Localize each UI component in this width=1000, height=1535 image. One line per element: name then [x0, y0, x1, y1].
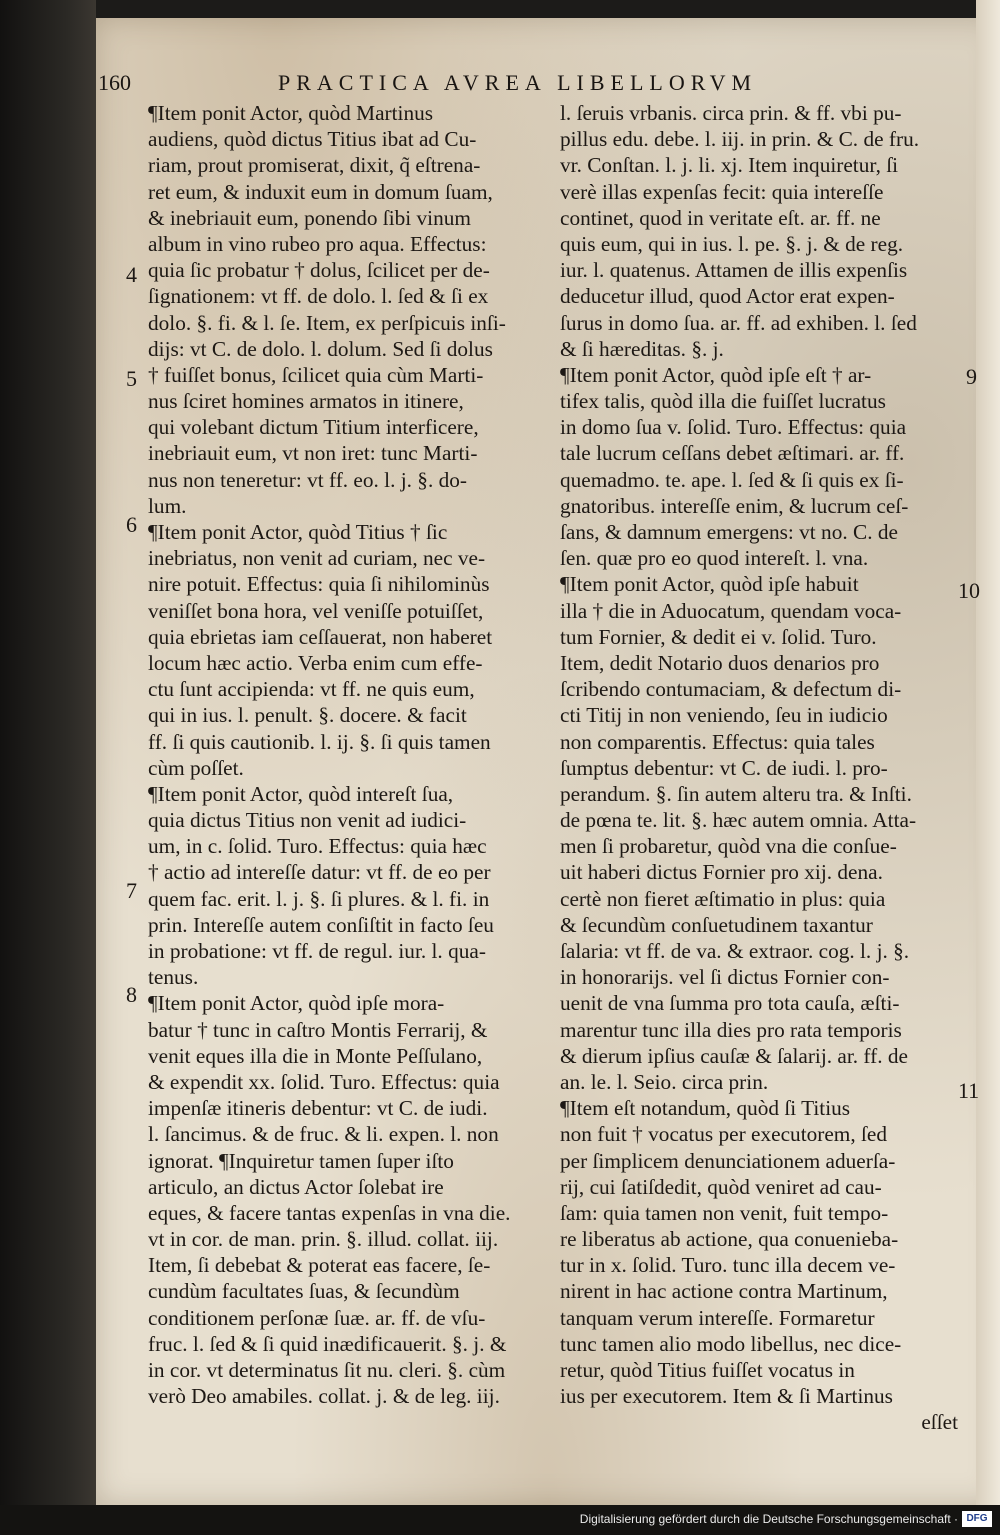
- page-number: 160: [98, 70, 131, 95]
- text-line: tenus.: [148, 965, 199, 990]
- text-line: ¶Item ponit Actor, quòd ipſe mora-: [148, 991, 445, 1016]
- text-line: tale lucrum ceſſans debet æſtimari. ar. ff.: [560, 441, 905, 466]
- text-line: nus non teneretur: vt ff. eo. l. j. §. do-: [148, 467, 467, 492]
- text-line: de pœna te. lit. §. hæc autem omnia. Atta-: [560, 808, 917, 833]
- text-line: re liberatus ab actione, qua conuenieba-: [560, 1227, 899, 1252]
- text-line: impenſæ itineris debentur: vt C. de iudi.: [148, 1096, 488, 1121]
- text-line: uenit de vna ſumma pro tota cauſa, æſti-: [560, 991, 900, 1016]
- text-line: ſans, & damnum emergens: vt no. C. de: [560, 520, 898, 544]
- text-line: eques, & facere tantas expenſas in vna die.: [148, 1200, 511, 1225]
- text-line: pillus edu. debe. l. iij. in prin. & C. de fru.: [560, 127, 920, 152]
- text-line: ſam: quia tamen non venit, fuit tempo-: [560, 1200, 889, 1225]
- margin-number: 6: [126, 512, 137, 537]
- text-line: certè non fieret æſtimatio in plus: quia: [560, 886, 886, 911]
- text-line: lum.: [148, 493, 187, 518]
- text-line: dolo. §. fi. & l. ſe. Item, ex perſpicuis inſi-: [148, 310, 506, 335]
- text-line: ¶Item ponit Actor, quòd ipſe eſt † ar-: [560, 362, 872, 387]
- text-line: tifex talis, quòd illa die fuiſſet lucratus: [560, 389, 886, 414]
- margin-number: 10: [958, 578, 980, 603]
- text-line: & ſi hæreditas. §. j.: [560, 336, 724, 361]
- text-line: ignorat. ¶Inquiretur tamen ſuper iſto: [148, 1148, 454, 1173]
- text-line: ff. ſi quis cautionib. l. ij. §. ſi quis tamen: [148, 729, 491, 754]
- text-line: quia dictus Titius non venit ad iudici-: [148, 808, 467, 833]
- text-line: gnatoribus. intereſſe enim, & lucrum ceſ-: [560, 493, 909, 518]
- text-line: cundùm facultates ſuas, & ſecundùm: [148, 1279, 460, 1304]
- text-line: marentur tunc illa dies pro rata temporis: [560, 1017, 902, 1042]
- text-line: ſignationem: vt ff. de dolo. l. ſed & ſi ex: [148, 284, 489, 309]
- text-line: verè illas expenſas fecit: quia intereſſe: [560, 179, 884, 204]
- text-line: men ſi probaretur, quòd vna die conſue-: [560, 834, 897, 859]
- running-head: PRACTICA AVREA LIBELLORVM: [278, 70, 758, 95]
- text-line: inebriauit eum, vt non iret: tunc Marti-: [148, 441, 478, 466]
- text-line: quia ebrietas iam ceſſauerat, non haberet: [148, 624, 493, 649]
- text-line: veniſſet bona hora, vel veniſſe potuiſſet,: [148, 598, 484, 623]
- margin-number: 11: [958, 1078, 980, 1103]
- text-line: articulo, an dictus Actor ſolebat ire: [148, 1174, 444, 1199]
- text-line: cùm poſſet.: [148, 755, 244, 780]
- text-line: & dierum ipſius cauſæ & ſalarij. ar. ff. de: [560, 1043, 908, 1068]
- text-line: tum Fornier, & dedit ei v. ſolid. Turo.: [560, 624, 877, 649]
- text-line: eſſet: [921, 1410, 958, 1435]
- text-line: perandum. §. ſin autem alteru tra. & Inſti.: [560, 781, 912, 806]
- text-line: non fuit † vocatus per executorem, ſed: [560, 1122, 888, 1147]
- margin-number: 4: [126, 262, 137, 287]
- text-line: vr. Conſtan. l. j. li. xj. Item inquiretur, ſi: [560, 153, 899, 178]
- text-line: nirent in hac actione contra Martinum,: [560, 1279, 888, 1304]
- text-line: rij, cui ſatiſdedit, quòd veniret ad cau-: [560, 1174, 882, 1199]
- scan-left-edge: [0, 0, 96, 1535]
- text-line: retur, quòd Titius fuiſſet vocatus in: [560, 1358, 855, 1382]
- text-line: locum hæc actio. Verba enim cum effe-: [148, 650, 483, 675]
- text-line: inebriatus, non venit ad curiam, nec ve-: [148, 546, 486, 571]
- text-line: quem fac. erit. l. j. §. ſi plures. & l. fi. in: [148, 886, 490, 911]
- page-header: [98, 70, 918, 96]
- right-text-column: [560, 100, 958, 1436]
- text-line: tur in x. ſolid. Turo. tunc illa decem ve-: [560, 1253, 896, 1278]
- text-line: nire potuit. Effectus: quia ſi nihilominùs: [148, 572, 490, 597]
- text-line: l. ſancimus. & de fruc. & li. expen. l. non: [148, 1122, 499, 1147]
- text-line: audiens, quòd dictus Titius ibat ad Cu-: [148, 127, 477, 152]
- text-line: riam, prout promiserat, dixit, q̃ eſtrena-: [148, 153, 481, 178]
- text-line: qui in ius. l. penult. §. docere. & facit: [148, 703, 467, 728]
- text-line: ſumptus debentur: vt C. de iudi. l. pro-: [560, 755, 888, 780]
- text-line: & inebriauit eum, ponendo ſibi vinum: [148, 205, 471, 230]
- text-line: in domo ſua v. ſolid. Turo. Effectus: quia: [560, 415, 907, 440]
- text-line: in probatione: vt ff. de regul. iur. l. qua-: [148, 939, 486, 963]
- text-line: um, in c. ſolid. Turo. Effectus: quia hæc: [148, 834, 487, 859]
- text-line: Item, dedit Notario duos denarios pro: [560, 650, 880, 675]
- text-line: in cor. vt determinatus ſit nu. cleri. §. cùm: [148, 1358, 506, 1382]
- text-line: ¶Item ponit Actor, quòd Titius † ſic: [148, 520, 448, 544]
- text-line: quis eum, qui in ius. l. pe. §. j. & de reg.: [560, 231, 904, 256]
- margin-number: 5: [126, 366, 137, 391]
- text-line: & ſecundùm conſuetudinem taxantur: [560, 912, 873, 937]
- text-line: uit haberi dictus Fornier pro xij. dena.: [560, 860, 883, 885]
- text-line: dijs: vt C. de dolo. l. dolum. Sed ſi dolus: [148, 336, 493, 361]
- text-line: l. ſeruis vrbanis. circa prin. & ff. vbi pu-: [560, 101, 902, 125]
- text-line: per ſimplicem denunciationem aduerſa-: [560, 1148, 896, 1173]
- margin-number: 7: [126, 878, 137, 903]
- dfg-logo: DFG: [962, 1511, 992, 1527]
- text-line: venit eques illa die in Monte Peſſulano,: [148, 1043, 483, 1068]
- text-line: deducetur illud, quod Actor erat expen-: [560, 284, 895, 309]
- text-line: cti Titij in non veniendo, ſeu in iudicio: [560, 703, 888, 728]
- text-line: & expendit xx. ſolid. Turo. Effectus: quia: [148, 1069, 500, 1094]
- margin-number: 9: [966, 364, 977, 389]
- text-line: ¶Item eſt notandum, quòd ſi Titius: [560, 1096, 851, 1121]
- text-line: ſalaria: vt ff. de va. & extraor. cog. l. j. §.: [560, 939, 910, 963]
- text-line: quia ſic probatur † dolus, ſcilicet per de-: [148, 258, 490, 283]
- text-line: illa † die in Aduocatum, quendam voca-: [560, 598, 902, 623]
- text-line: vt in cor. de man. prin. §. illud. collat. iij.: [148, 1227, 499, 1252]
- text-line: an. le. l. Seio. circa prin.: [560, 1069, 769, 1094]
- text-line: ctu ſunt accipienda: vt ff. ne quis eum,: [148, 677, 475, 702]
- margin-number: 8: [126, 982, 137, 1007]
- text-line: ¶Item ponit Actor, quòd Martinus: [148, 101, 434, 125]
- text-line: nus ſciret homines armatos in itinere,: [148, 389, 464, 414]
- text-line: † fuiſſet bonus, ſcilicet quia cùm Marti-: [148, 362, 484, 387]
- text-line: iur. l. quatenus. Attamen de illis expenſis: [560, 258, 908, 283]
- text-line: batur † tunc in caſtro Montis Ferrarij, &: [148, 1017, 488, 1042]
- text-line: ſurus in domo ſua. ar. ff. ad exhiben. l. ſed: [560, 310, 917, 335]
- text-line: tanquam verum intereſſe. Formaretur: [560, 1305, 875, 1330]
- text-line: tunc tamen alio modo libellus, nec dice-: [560, 1331, 902, 1356]
- text-line: ſcribendo contumaciam, & defectum di-: [560, 677, 902, 702]
- text-line: album in vino rubeo pro aqua. Effectus:: [148, 231, 487, 256]
- funding-notice: Digitalisierung gefördert durch die Deutsche Forschungsgemeinschaft ·: [579, 1512, 958, 1526]
- text-line: ſen. quæ pro eo quod intereſt. l. vna.: [560, 546, 869, 571]
- text-line: ret eum, & induxit eum in domum ſuam,: [148, 179, 493, 204]
- text-line: verò Deo amabiles. collat. j. & de leg. iij.: [148, 1384, 500, 1409]
- left-text-column: [148, 100, 544, 1409]
- text-line: † actio ad intereſſe datur: vt ff. de eo per: [148, 860, 491, 885]
- digitization-footer: [0, 1505, 1000, 1535]
- text-line: conditionem perſonæ ſuæ. ar. ff. de vſu-: [148, 1305, 486, 1330]
- text-line: qui volebant dictum Titium interficere,: [148, 415, 479, 440]
- page-right-edge: [976, 0, 1000, 1535]
- text-line: quemadmo. te. ape. l. ſed & ſi quis ex ſi-: [560, 467, 904, 492]
- text-line: prin. Intereſſe autem conſiſtit in facto ſeu: [148, 912, 494, 937]
- text-line: ius per executorem. Item & ſi Martinus: [560, 1384, 893, 1409]
- text-line: ¶Item ponit Actor, quòd ipſe habuit: [560, 572, 859, 597]
- text-line: ¶Item ponit Actor, quòd intereſt ſua,: [148, 781, 454, 806]
- text-line: continet, quod in veritate eſt. ar. ff. ne: [560, 205, 881, 230]
- text-line: non comparentis. Effectus: quia tales: [560, 729, 875, 754]
- text-line: fruc. l. ſed & ſi quid inædificauerit. §. j. &: [148, 1331, 507, 1356]
- text-line: Item, ſi debebat & poterat eas facere, ſe-: [148, 1253, 491, 1278]
- text-line: in honorarijs. vel ſi dictus Fornier con-: [560, 965, 890, 990]
